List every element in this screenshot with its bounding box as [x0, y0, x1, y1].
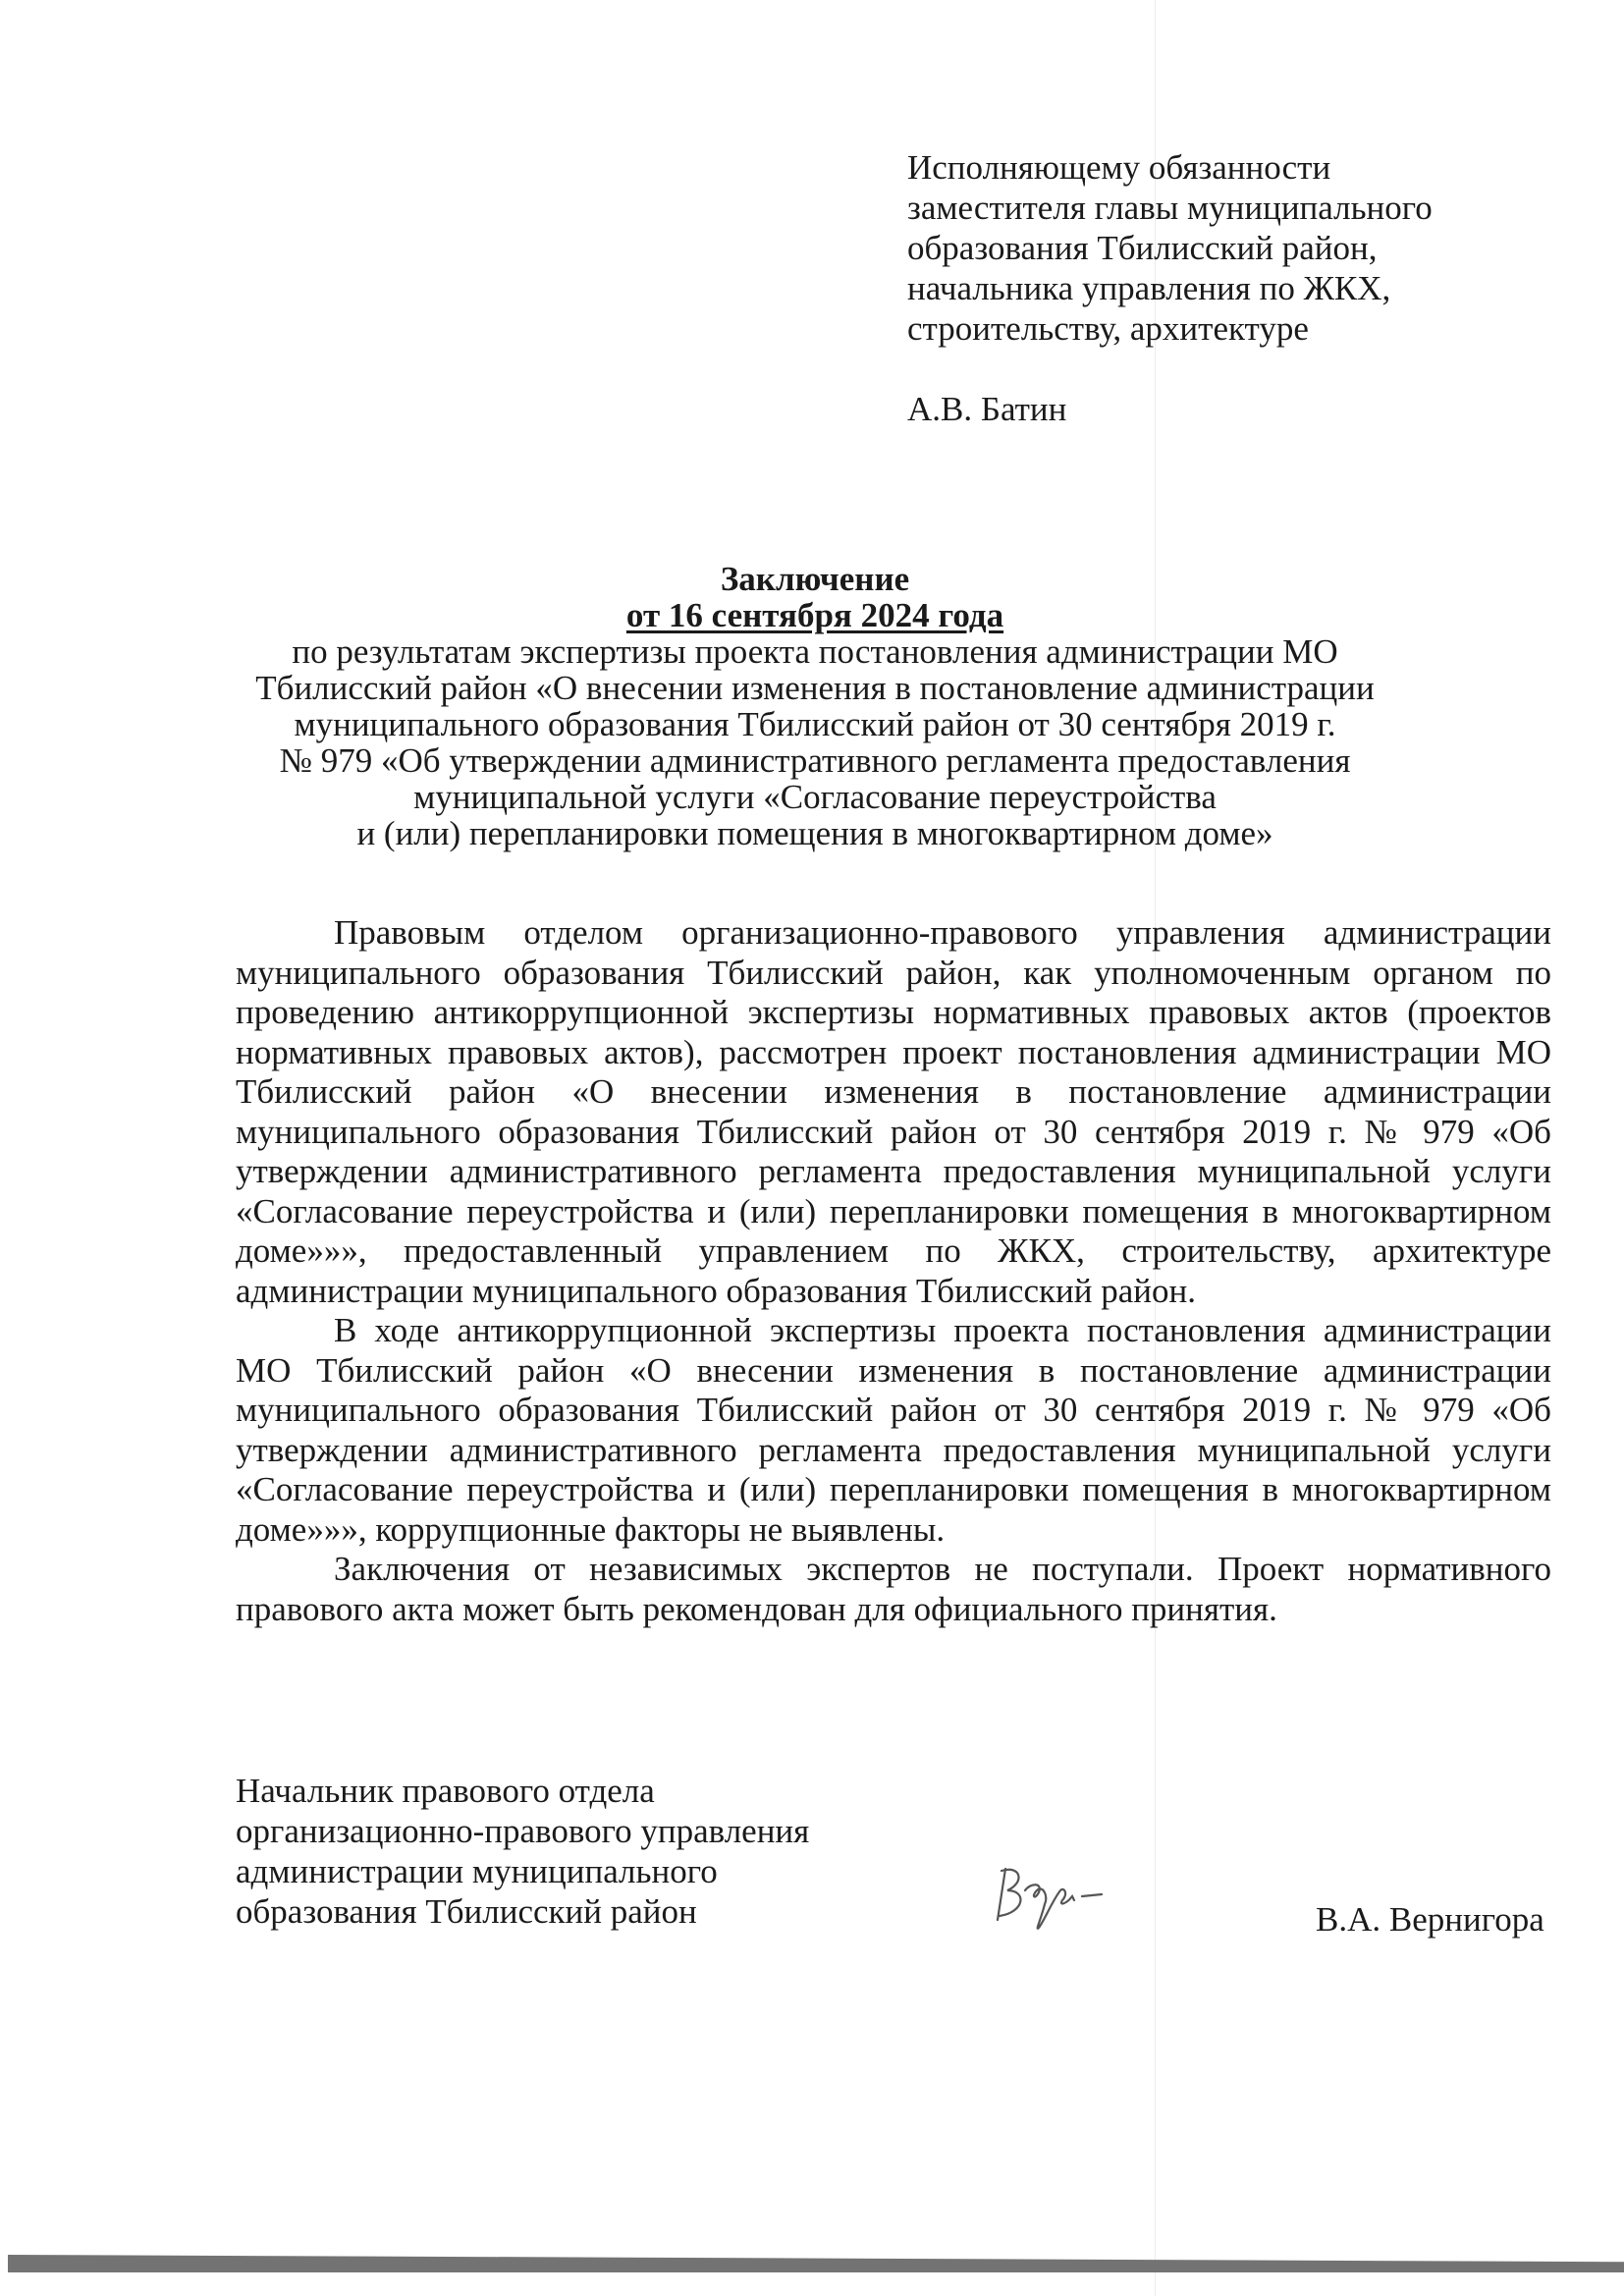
- addressee-block: [907, 147, 1536, 429]
- position-line: образования Тбилисский район: [236, 1892, 697, 1931]
- addressee-line: заместителя главы муниципального: [907, 189, 1433, 227]
- scan-edge-bar: [8, 2255, 1624, 2272]
- position-line: Начальник правового отдела: [236, 1772, 655, 1810]
- body-paragraph: В ходе антикоррупционной экспертизы проекта постановления администрации МО Тбилисский район «О внесении изменения в постановление администрации муниципального образования Тбилисский район от 30 сентября 2019 г. № 979 «Об утверждении административного регламента предоставления муниципальной услуги «Согласование переустройства и (или) перепланировки помещения в многоквартирном доме»»», коррупционные факторы не выявлены.: [236, 1311, 1551, 1549]
- signatory-position: [236, 1771, 809, 1932]
- subject-line: № 979 «Об утверждении административного регламента предоставления: [279, 741, 1351, 780]
- signatory-name: В.А. Вернигора: [1316, 1900, 1544, 1939]
- subject-line: муниципального образования Тбилисский район от 30 сентября 2019 г.: [294, 705, 1336, 743]
- position-line: администрации муниципального: [236, 1852, 718, 1890]
- position-line: организационно-правового управления: [236, 1812, 810, 1850]
- addressee-name: А.В. Батин: [907, 390, 1067, 428]
- document-date: от 16 сентября 2024 года: [625, 596, 1004, 634]
- subject-line: Тбилисский район «О внесении изменения в постановление администрации: [255, 669, 1375, 707]
- document-heading: [236, 561, 1394, 851]
- addressee-line: образования Тбилисский район,: [907, 229, 1378, 267]
- body-paragraph: Заключения от независимых экспертов не поступали. Проект нормативного правового акта может быть рекомендован для официального принятия.: [236, 1550, 1551, 1628]
- document-body: [236, 913, 1551, 1629]
- body-paragraph: Правовым отделом организационно-правового управления администрации муниципального образования Тбилисский район, как уполномоченным органом по проведению антикоррупционной экспертизы нормативных правовых актов (проектов нормативных правовых актов), рассмотрен проект постановления администрации МО Тбилисский район «О внесении изменения в постановление администрации муниципального образования Тбилисский район от 30 сентября 2019 г. № 979 «Об утверждении административного регламента предоставления муниципальной услуги «Согласование переустройства и (или) перепланировки помещения в многоквартирном доме»»», предоставленный управлением по ЖКХ, строительству, архитектуре администрации муниципального образования Тбилисский район.: [236, 913, 1551, 1310]
- addressee-line: Исполняющему обязанности: [907, 148, 1331, 187]
- subject-line: и (или) перепланировки помещения в многоквартирном доме»: [356, 814, 1273, 852]
- addressee-line: строительству, архитектуре: [907, 309, 1309, 348]
- subject-line: муниципальной услуги «Согласование переустройства: [413, 778, 1217, 816]
- document-title: Заключение: [720, 560, 910, 598]
- signature-icon: [992, 1861, 1149, 1940]
- addressee-line: начальника управления по ЖКХ,: [907, 269, 1391, 307]
- subject-line: по результатам экспертизы проекта постановления администрации МО: [292, 632, 1338, 671]
